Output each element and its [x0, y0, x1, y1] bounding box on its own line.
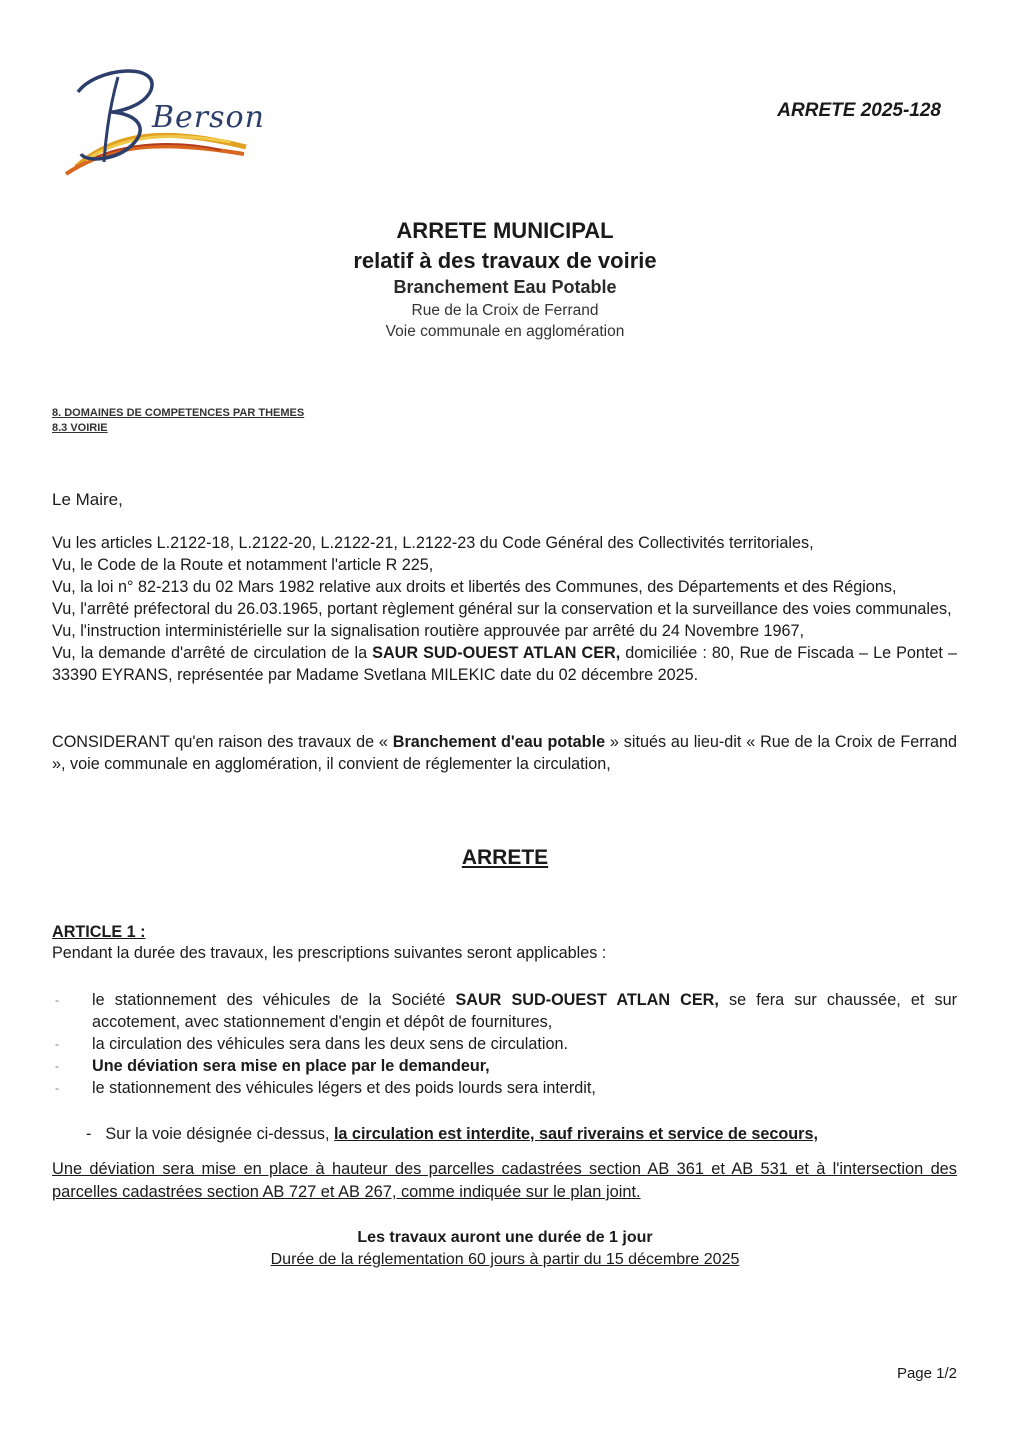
title-line-1: ARRETE MUNICIPAL	[396, 218, 614, 243]
list-item	[52, 1033, 957, 1055]
sub-bullet-pre: Sur la voie désignée ci-dessus,	[105, 1125, 334, 1143]
bullet-1-pre: le stationnement des véhicules de la Société	[92, 991, 456, 1009]
bullet-dash: -	[55, 1059, 59, 1073]
title-line-4: Rue de la Croix de Ferrand	[411, 302, 599, 319]
bullet-1-bold: SAUR SUD-OUEST ATLAN CER,	[455, 991, 719, 1009]
sub-bullet	[86, 1125, 818, 1144]
vu-line-4: Vu, l'arrêté préfectoral du 26.03.1965, portant règlement général sur la conservation et la surveillance des voies communales,	[52, 600, 952, 618]
list-item	[52, 1077, 957, 1099]
bullet-dash: -	[55, 993, 59, 1007]
considerant-bold: Branchement d'eau potable	[392, 733, 606, 751]
berson-logo	[56, 62, 265, 180]
domain-line-2: 8.3 VOIRIE	[52, 422, 108, 434]
vu-section	[52, 532, 957, 686]
considerant-pre: CONSIDERANT qu'en raison des travaux de «	[52, 733, 393, 751]
title-line-5: Voie communale en agglomération	[385, 323, 625, 340]
duree-travaux: Les travaux auront une durée de 1 jour	[357, 1229, 653, 1246]
title-line-3: Branchement Eau Potable	[393, 277, 617, 297]
list-item	[52, 1055, 957, 1077]
vu-line-5: Vu, l'instruction interministérielle sur la signalisation routière approuvée par arrêté du 24 Novembre 1967,	[52, 622, 805, 640]
bullet-1-post: se fera sur chaussée, et sur accotement, avec stationnement d'engin et dépôt de fournitures,	[92, 991, 957, 1031]
vu-line-6-post: domiciliée : 80, Rue de Fiscada – Le Pontet – 33390 EYRANS, représentée par Madame Svetlana MILEKIC date du 02 décembre 2025.	[52, 644, 957, 684]
vu-line-6	[52, 642, 957, 686]
bullet-4: le stationnement des véhicules légers et des poids lourds sera interdit,	[92, 1079, 596, 1097]
duree-reglementation: Durée de la réglementation 60 jours à partir du 15 décembre 2025	[270, 1251, 740, 1268]
sub-bullet-bold: la circulation est interdite, sauf riverains et service de secours,	[333, 1125, 818, 1143]
article-1-list	[52, 989, 957, 1099]
maire-heading: Le Maire,	[52, 490, 123, 509]
vu-line-3: Vu, la loi n° 82-213 du 02 Mars 1982 relative aux droits et libertés des Communes, des Départements et des Régions,	[52, 578, 897, 596]
title-line-2: relatif à des travaux de voirie	[353, 248, 657, 273]
arrete-reference: ARRETE 2025-128	[777, 100, 941, 121]
article-1-intro: Pendant la durée des travaux, les prescriptions suivantes seront applicables :	[52, 944, 607, 962]
arrete-heading: ARRETE	[461, 846, 549, 869]
domain-line-1: 8. DOMAINES DE COMPETENCES PAR THEMES	[52, 407, 305, 419]
sub-bullet-dash: -	[86, 1125, 92, 1143]
list-item	[52, 989, 957, 1033]
page-number: Page 1/2	[896, 1365, 957, 1382]
considerant-post: » situés au lieu-dit « Rue de la Croix de Ferrand », voie communale en agglomération, il convient de réglementer la circulation,	[52, 733, 958, 773]
article-1-heading: ARTICLE 1 :	[52, 923, 146, 941]
deviation-paragraph: Une déviation sera mise en place à hauteur des parcelles cadastrées section AB 361 et AB 531 et à l'intersection des parcelles cadastrées section AB 727 et AB 267, comme indiquée sur le plan joint.	[52, 1160, 957, 1201]
bullet-2: la circulation des véhicules sera dans les deux sens de circulation.	[92, 1035, 568, 1053]
bullet-dash: -	[55, 1081, 59, 1095]
bullet-3: Une déviation sera mise en place par le demandeur,	[92, 1057, 490, 1075]
considerant-paragraph	[52, 731, 957, 775]
vu-line-6-pre: Vu, la demande d'arrêté de circulation de la	[52, 644, 373, 662]
vu-line-1: Vu les articles L.2122-18, L.2122-20, L.2122-21, L.2122-23 du Code Général des Collectivités territoriales,	[52, 534, 814, 552]
vu-line-2: Vu, le Code de la Route et notamment l'article R 225,	[52, 556, 434, 574]
bullet-dash: -	[55, 1037, 59, 1051]
vu-line-6-bold: SAUR SUD-OUEST ATLAN CER,	[372, 644, 621, 662]
logo-text: Berson	[152, 100, 265, 135]
